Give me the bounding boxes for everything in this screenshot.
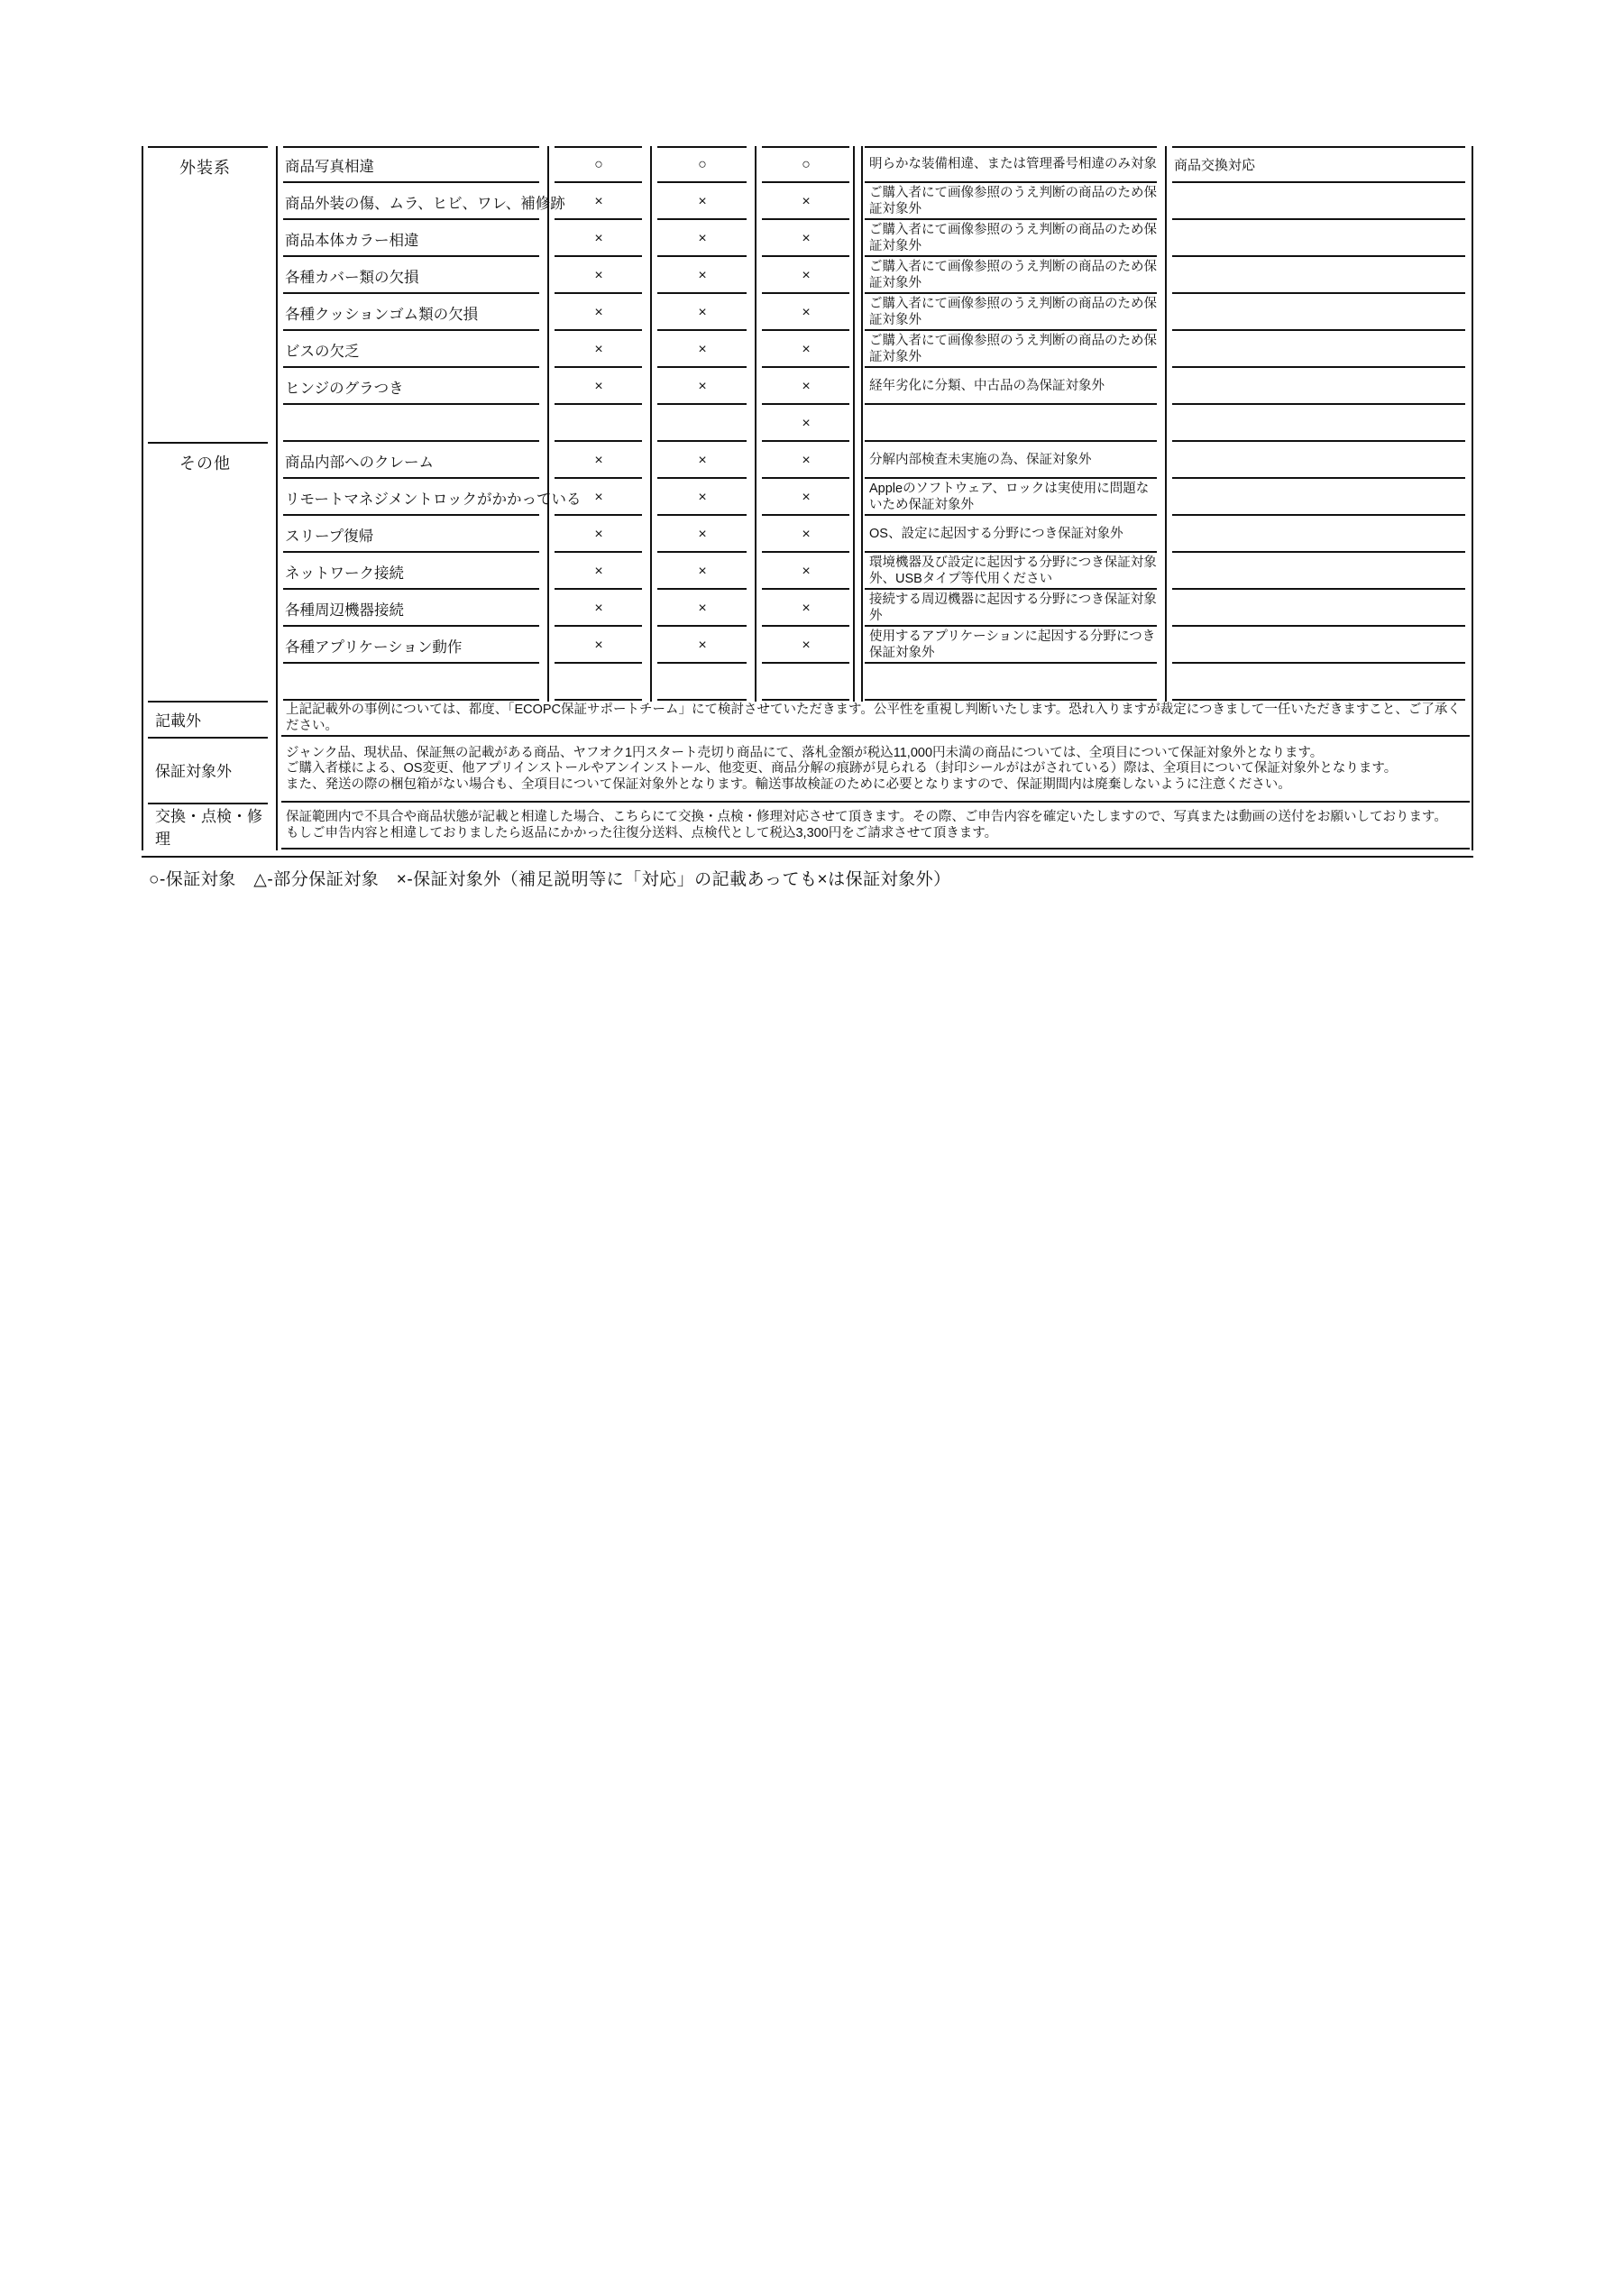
text-section — [142, 737, 1473, 803]
item-cell — [276, 479, 582, 516]
mark-cell-2: × — [650, 590, 755, 627]
table-row — [276, 405, 1473, 442]
item-cell — [276, 590, 547, 627]
mark-cell-1 — [547, 405, 650, 442]
text-section-lines — [276, 701, 1473, 737]
mark-cell-3 — [755, 664, 857, 701]
section-rows — [276, 146, 1473, 442]
legend-text: ○-保証対象 △-部分保証対象 ×-保証対象外（補足説明等に「対応」の記載あっても×は保証対象外） — [149, 870, 951, 889]
item-label: 各種クッションゴム類の欠損 — [285, 306, 479, 323]
text-section-body-cell — [276, 803, 1473, 850]
note-cell — [857, 405, 1165, 442]
table-text-sections — [142, 701, 1473, 850]
note-text: ご購入者にて画像参照のうえ判断の商品のため保証対象外 — [869, 260, 1157, 290]
item-cell — [276, 442, 547, 479]
text-section-lines — [276, 744, 1402, 796]
item-label: 商品外装の傷、ムラ、ヒビ、ワレ、補修跡 — [285, 195, 565, 212]
mark-cell-1: × — [547, 479, 650, 516]
note-text — [857, 682, 873, 684]
text-line: 上記記載外の事例については、都度、「ECOPC保証サポートチーム」にて検討させていただきます。公平性を重視し判断いたします。恐れ入りますが裁定につきまして一任いただきますこと、ご了承ください。 — [286, 703, 1461, 733]
note-cell — [857, 479, 1165, 516]
cell-top-rule — [865, 146, 1157, 148]
label-top-rule — [148, 701, 268, 703]
item-cell — [276, 294, 547, 331]
mark-cell-3: × — [755, 294, 857, 331]
note-text: Appleのソフトウェア、ロックは実使用に問題ないため保証対象外 — [869, 482, 1150, 512]
note-cell — [857, 664, 1165, 701]
table-row — [276, 553, 1473, 590]
item-cell — [276, 257, 547, 294]
section-category-cell — [142, 442, 276, 701]
item-label: 商品本体カラー相違 — [285, 232, 419, 249]
action-text: 商品交換対応 — [1174, 158, 1256, 173]
warranty-table — [142, 146, 1473, 850]
text-section-label-cell — [142, 803, 276, 850]
label-top-rule — [148, 737, 268, 739]
mark-cell-3: × — [755, 479, 857, 516]
note-text: 明らかな装備相違、または管理番号相違のみ対象 — [869, 156, 1157, 171]
text-section-body-cell — [276, 701, 1473, 737]
table-sections — [142, 146, 1473, 701]
note-text: OS、設定に起因する分野につき保証対象外 — [869, 526, 1123, 541]
text-section-label: 記載外 — [155, 712, 201, 730]
action-cell — [1165, 183, 1473, 220]
note-text: 使用するアプリケーションに起因する分野につき保証対象外 — [869, 629, 1156, 660]
mark-cell-1: × — [547, 627, 650, 664]
note-cell — [857, 627, 1165, 664]
text-section-label-cell — [142, 737, 276, 803]
item-label: ヒンジのグラつき — [285, 380, 404, 397]
note-text: 経年劣化に分類、中古品の為保証対象外 — [869, 378, 1105, 393]
item-cell — [276, 146, 547, 183]
mark-cell-1: × — [547, 442, 650, 479]
mark-cell-2: × — [650, 183, 755, 220]
action-cell — [1165, 368, 1473, 405]
mark-cell-2: × — [650, 220, 755, 257]
note-cell — [857, 183, 1165, 220]
item-label: 商品内部へのクレーム — [285, 454, 434, 471]
note-cell — [857, 590, 1165, 627]
mark-cell-3: × — [755, 257, 857, 294]
action-cell — [1165, 146, 1473, 183]
item-cell — [276, 220, 547, 257]
action-cell — [1165, 553, 1473, 590]
category-top-rule — [148, 146, 268, 148]
mark-cell-1: × — [547, 220, 650, 257]
mark-cell-3: × — [755, 405, 857, 442]
mark-cell-2: × — [650, 627, 755, 664]
note-text: ご購入者にて画像参照のうえ判断の商品のため保証対象外 — [869, 223, 1157, 253]
text-section-label: 交換・点検・修理 — [155, 808, 262, 848]
action-cell — [1165, 405, 1473, 442]
action-cell — [1165, 294, 1473, 331]
text-line: ご購入者様による、OS変更、他アプリインストールやアンインストール、他変更、商品分解の痕跡が見られる（封印シールがはがされている）際は、全項目について保証対象外となります。 — [286, 761, 1398, 776]
mark-cell-3: × — [755, 368, 857, 405]
table-row — [276, 183, 1473, 220]
note-text: 分解内部検査未実施の為、保証対象外 — [869, 452, 1092, 467]
cell-top-rule — [657, 146, 747, 148]
text-line: 保証範囲内で不具合や商品状態が記載と相違した場合、こちらにて交換・点検・修理対応させて頂きます。その際、ご申告内容を確定いたしますので、写真または動画の送付をお願いしております。 — [286, 810, 1447, 824]
item-label: 各種周辺機器接続 — [285, 602, 404, 619]
mark-cell-2: × — [650, 516, 755, 553]
mark-cell-3: × — [755, 220, 857, 257]
table-bottom-border — [142, 856, 1473, 858]
mark-cell-2: ○ — [650, 146, 755, 183]
note-text — [857, 423, 873, 425]
note-text: ご購入者にて画像参照のうえ判断の商品のため保証対象外 — [869, 297, 1157, 327]
action-cell — [1165, 590, 1473, 627]
mark-cell-1: ○ — [547, 146, 650, 183]
note-text: ご購入者にて画像参照のうえ判断の商品のため保証対象外 — [869, 186, 1157, 216]
text-line: また、発送の際の梱包箱がない場合も、全項目について保証対象外となります。輸送事故検証のために必要となりますので、保証期間内は廃棄しないように注意ください。 — [286, 776, 1291, 792]
text-section — [142, 701, 1473, 737]
note-cell — [857, 331, 1165, 368]
label-top-rule — [148, 803, 268, 804]
table-row — [276, 590, 1473, 627]
section-category-label: 外装系 — [179, 159, 231, 177]
table-row — [276, 257, 1473, 294]
item-cell — [276, 183, 565, 220]
mark-cell-3: × — [755, 331, 857, 368]
cell-top-rule — [762, 146, 849, 148]
item-label: スリープ復帰 — [285, 528, 374, 545]
mark-cell-3: × — [755, 627, 857, 664]
table-row — [276, 664, 1473, 701]
item-label: 各種アプリケーション動作 — [285, 638, 463, 656]
text-line: もしご申告内容と相違しておりましたら返品にかかった往復分送料、点検代として税込3,300円をご請求させて頂きます。 — [286, 825, 998, 840]
item-cell — [276, 516, 547, 553]
mark-cell-1: × — [547, 183, 650, 220]
note-cell — [857, 146, 1165, 183]
note-text: ご購入者にて画像参照のうえ判断の商品のため保証対象外 — [869, 334, 1157, 364]
cell-top-rule — [555, 146, 642, 148]
note-cell — [857, 442, 1165, 479]
note-cell — [857, 516, 1165, 553]
mark-cell-1: × — [547, 368, 650, 405]
category-top-rule — [148, 442, 268, 444]
item-label: 各種カバー類の欠損 — [285, 269, 419, 286]
note-cell — [857, 553, 1165, 590]
action-cell — [1165, 664, 1473, 701]
mark-cell-1: × — [547, 553, 650, 590]
table-row — [276, 294, 1473, 331]
action-cell — [1165, 627, 1473, 664]
text-line: ジャンク品、現状品、保証無の記載がある商品、ヤフオク1円スタート売切り商品にて、落札金額が税込11,000円未満の商品については、全項目について保証対象外となります。 — [286, 745, 1324, 760]
table-row — [276, 220, 1473, 257]
note-text: 接続する周辺機器に起因する分野につき保証対象外 — [869, 592, 1157, 623]
item-cell — [276, 553, 547, 590]
item-cell — [276, 664, 547, 701]
item-cell — [276, 331, 547, 368]
text-section — [142, 803, 1473, 850]
mark-cell-3: × — [755, 553, 857, 590]
action-cell — [1165, 479, 1473, 516]
item-label: 商品写真相違 — [285, 158, 374, 175]
note-text: 環境機器及び設定に起因する分野につき保証対象外、USBタイプ等代用ください — [869, 556, 1157, 586]
mark-cell-1: × — [547, 257, 650, 294]
action-cell — [1165, 442, 1473, 479]
mark-cell-2: × — [650, 479, 755, 516]
item-label: リモートマネジメントロックがかかっている — [285, 491, 582, 508]
cell-top-rule — [283, 146, 539, 148]
mark-cell-2: × — [650, 442, 755, 479]
table-row — [276, 146, 1473, 183]
mark-cell-1: × — [547, 516, 650, 553]
table-row — [276, 331, 1473, 368]
mark-cell-2: × — [650, 294, 755, 331]
mark-cell-3: × — [755, 442, 857, 479]
mark-cell-1: × — [547, 294, 650, 331]
mark-cell-2 — [650, 664, 755, 701]
action-cell — [1165, 331, 1473, 368]
action-cell — [1165, 516, 1473, 553]
mark-cell-3: × — [755, 590, 857, 627]
table-row — [276, 627, 1473, 664]
table-row — [276, 442, 1473, 479]
action-cell — [1165, 257, 1473, 294]
table-row — [276, 516, 1473, 553]
section-category-label: その他 — [179, 455, 231, 473]
cell-top-rule — [1172, 146, 1465, 148]
section-category-cell — [142, 146, 276, 442]
text-section-label-cell — [142, 701, 276, 737]
item-cell — [276, 627, 547, 664]
table-section — [142, 146, 1473, 442]
table-row — [276, 368, 1473, 405]
mark-cell-3: × — [755, 183, 857, 220]
text-section-label: 保証対象外 — [155, 763, 232, 780]
mark-cell-2: × — [650, 257, 755, 294]
mark-cell-2: × — [650, 368, 755, 405]
mark-cell-1 — [547, 664, 650, 701]
text-section-lines — [276, 808, 1453, 844]
text-section-bottom-rule — [281, 848, 1470, 850]
mark-cell-2: × — [650, 553, 755, 590]
mark-cell-2 — [650, 405, 755, 442]
table-section — [142, 442, 1473, 701]
action-cell — [1165, 220, 1473, 257]
mark-cell-2: × — [650, 331, 755, 368]
table-row — [276, 479, 1473, 516]
section-rows — [276, 442, 1473, 701]
note-cell — [857, 368, 1165, 405]
mark-cell-1: × — [547, 331, 650, 368]
text-section-body-cell — [276, 737, 1473, 803]
mark-cell-1: × — [547, 590, 650, 627]
mark-cell-3: × — [755, 516, 857, 553]
note-cell — [857, 220, 1165, 257]
item-cell — [276, 405, 547, 442]
mark-cell-3: ○ — [755, 146, 857, 183]
item-cell — [276, 368, 547, 405]
item-label: ネットワーク接続 — [285, 565, 404, 582]
note-cell — [857, 257, 1165, 294]
note-cell — [857, 294, 1165, 331]
item-label: ビスの欠乏 — [285, 343, 360, 360]
